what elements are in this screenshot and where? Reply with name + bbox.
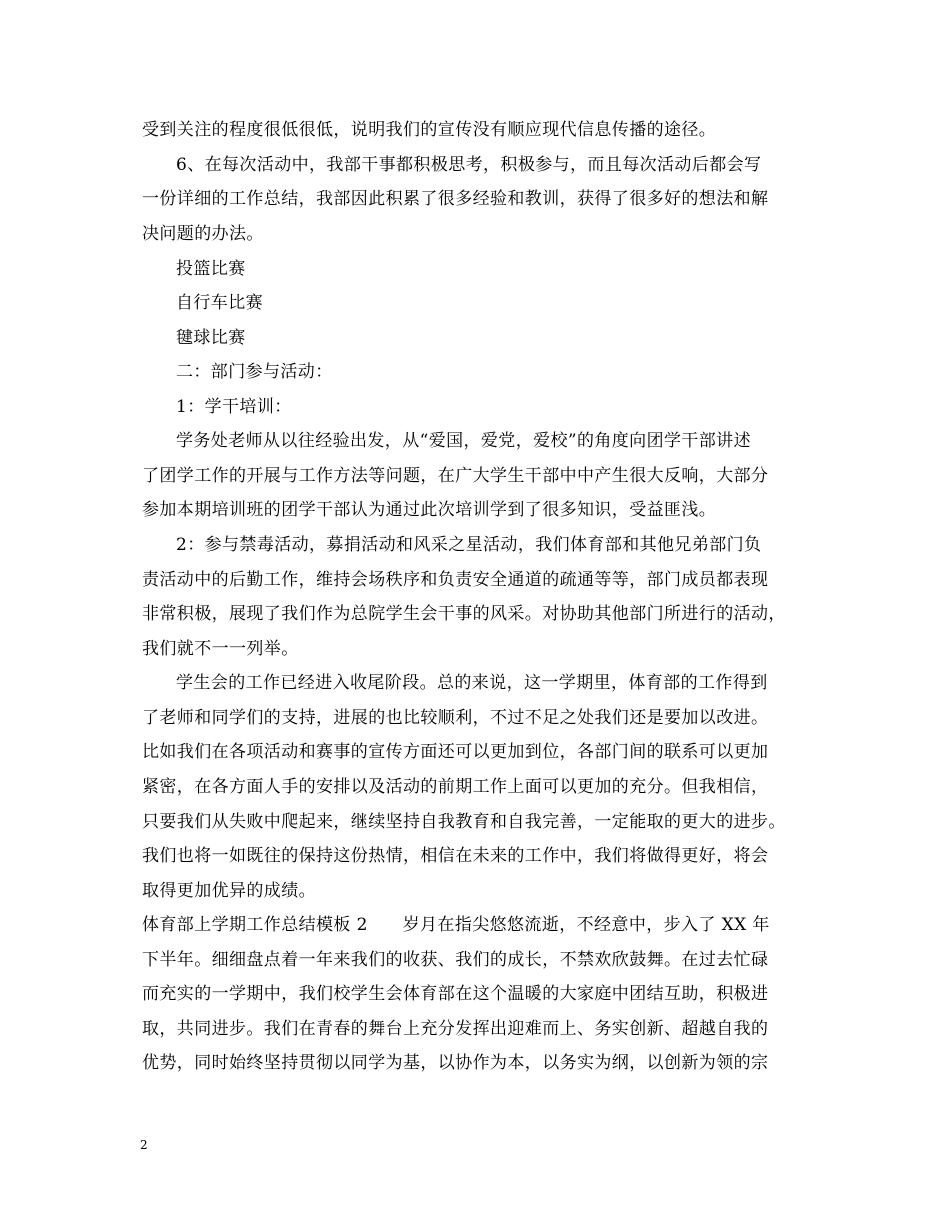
list-item: 毽球比赛 — [176, 328, 246, 348]
body-text-line: 受到关注的程度很低很低，说明我们的宣传没有顺应现代信息传播的途径。 — [142, 120, 717, 140]
body-text-line: 只要我们从失败中爬起来，继续坚持自我教育和自我完善，一定能取的更大的进步。 — [142, 812, 786, 832]
section-heading: 二：部门参与活动： — [176, 362, 333, 382]
body-text-line: 比如我们在各项活动和赛事的宣传方面还可以更加到位，各部门间的联系可以更加 — [142, 742, 769, 762]
body-text-line: 2：参与禁毒活动，募捐活动和风采之星活动，我们体育部和其他兄弟部门负 — [176, 535, 762, 555]
body-text-line: 责活动中的后勤工作，维持会场秩序和负责安全通道的疏通等等，部门成员都表现 — [142, 570, 769, 590]
body-text-line: 6、在每次活动中，我部干事都积极思考，积极参与，而且每次活动后都会写 — [176, 155, 762, 175]
body-text-line: 我们也将一如既往的保持这份热情，相信在未来的工作中，我们将做得更好，将会 — [142, 846, 769, 866]
body-text-line: 紧密，在各方面人手的安排以及活动的前期工作上面可以更加的充分。但我相信， — [142, 777, 769, 797]
body-text-line: 下半年。细细盘点着一年来我们的收获、我们的成长，不禁欢欣鼓舞。在过去忙碌 — [142, 950, 769, 970]
body-text-line: 取，共同进步。我们在青春的舞台上充分发挥出迎难而上、务实创新、超越自我的 — [142, 1019, 769, 1039]
body-text-line: 学务处老师从以往经验出发，从“爱国，爱党，爱校”的角度向团学干部讲述 — [176, 431, 751, 451]
body-text-line: 非常积极，展现了我们作为总院学生会干事的风采。对协助其他部门所进行的活动， — [142, 604, 786, 624]
list-item: 投篮比赛 — [176, 259, 246, 279]
body-text-line: 参加本期培训班的团学干部认为通过此次培训学到了很多知识，受益匪浅。 — [142, 500, 717, 520]
body-text-line: 学生会的工作已经进入收尾阶段。总的来说，这一学期里，体育部的工作得到 — [176, 673, 768, 693]
body-text-line: 优势，同时始终坚持贯彻以同学为基，以协作为本，以务实为纲，以创新为领的宗 — [142, 1053, 769, 1073]
body-text-line: 而充实的一学期中，我们校学生会体育部在这个温暖的大家庭中团结互助，积极进 — [142, 984, 769, 1004]
body-text-line: 决问题的办法。 — [142, 224, 264, 244]
body-text-line: 了老师和同学们的支持，进展的也比较顺利，不过不足之处我们还是要加以改进。 — [142, 708, 769, 728]
body-text-line: 一份详细的工作总结，我部因此积累了很多经验和教训，获得了很多好的想法和解 — [142, 189, 769, 209]
subsection-heading: 1：学干培训： — [176, 397, 292, 417]
body-text-line: 体育部上学期工作总结模板 2 岁月在指尖悠悠流逝，不经意中，步入了 XX 年 — [142, 915, 770, 935]
list-item: 自行车比赛 — [176, 293, 263, 313]
body-text-line: 我们就不一一列举。 — [142, 639, 299, 659]
body-text-line: 了团学工作的开展与工作方法等问题，在广大学生干部中中产生很大反响，大部分 — [142, 466, 769, 486]
body-text-line: 取得更加优异的成绩。 — [142, 881, 316, 901]
page-number: 2 — [140, 1138, 148, 1152]
